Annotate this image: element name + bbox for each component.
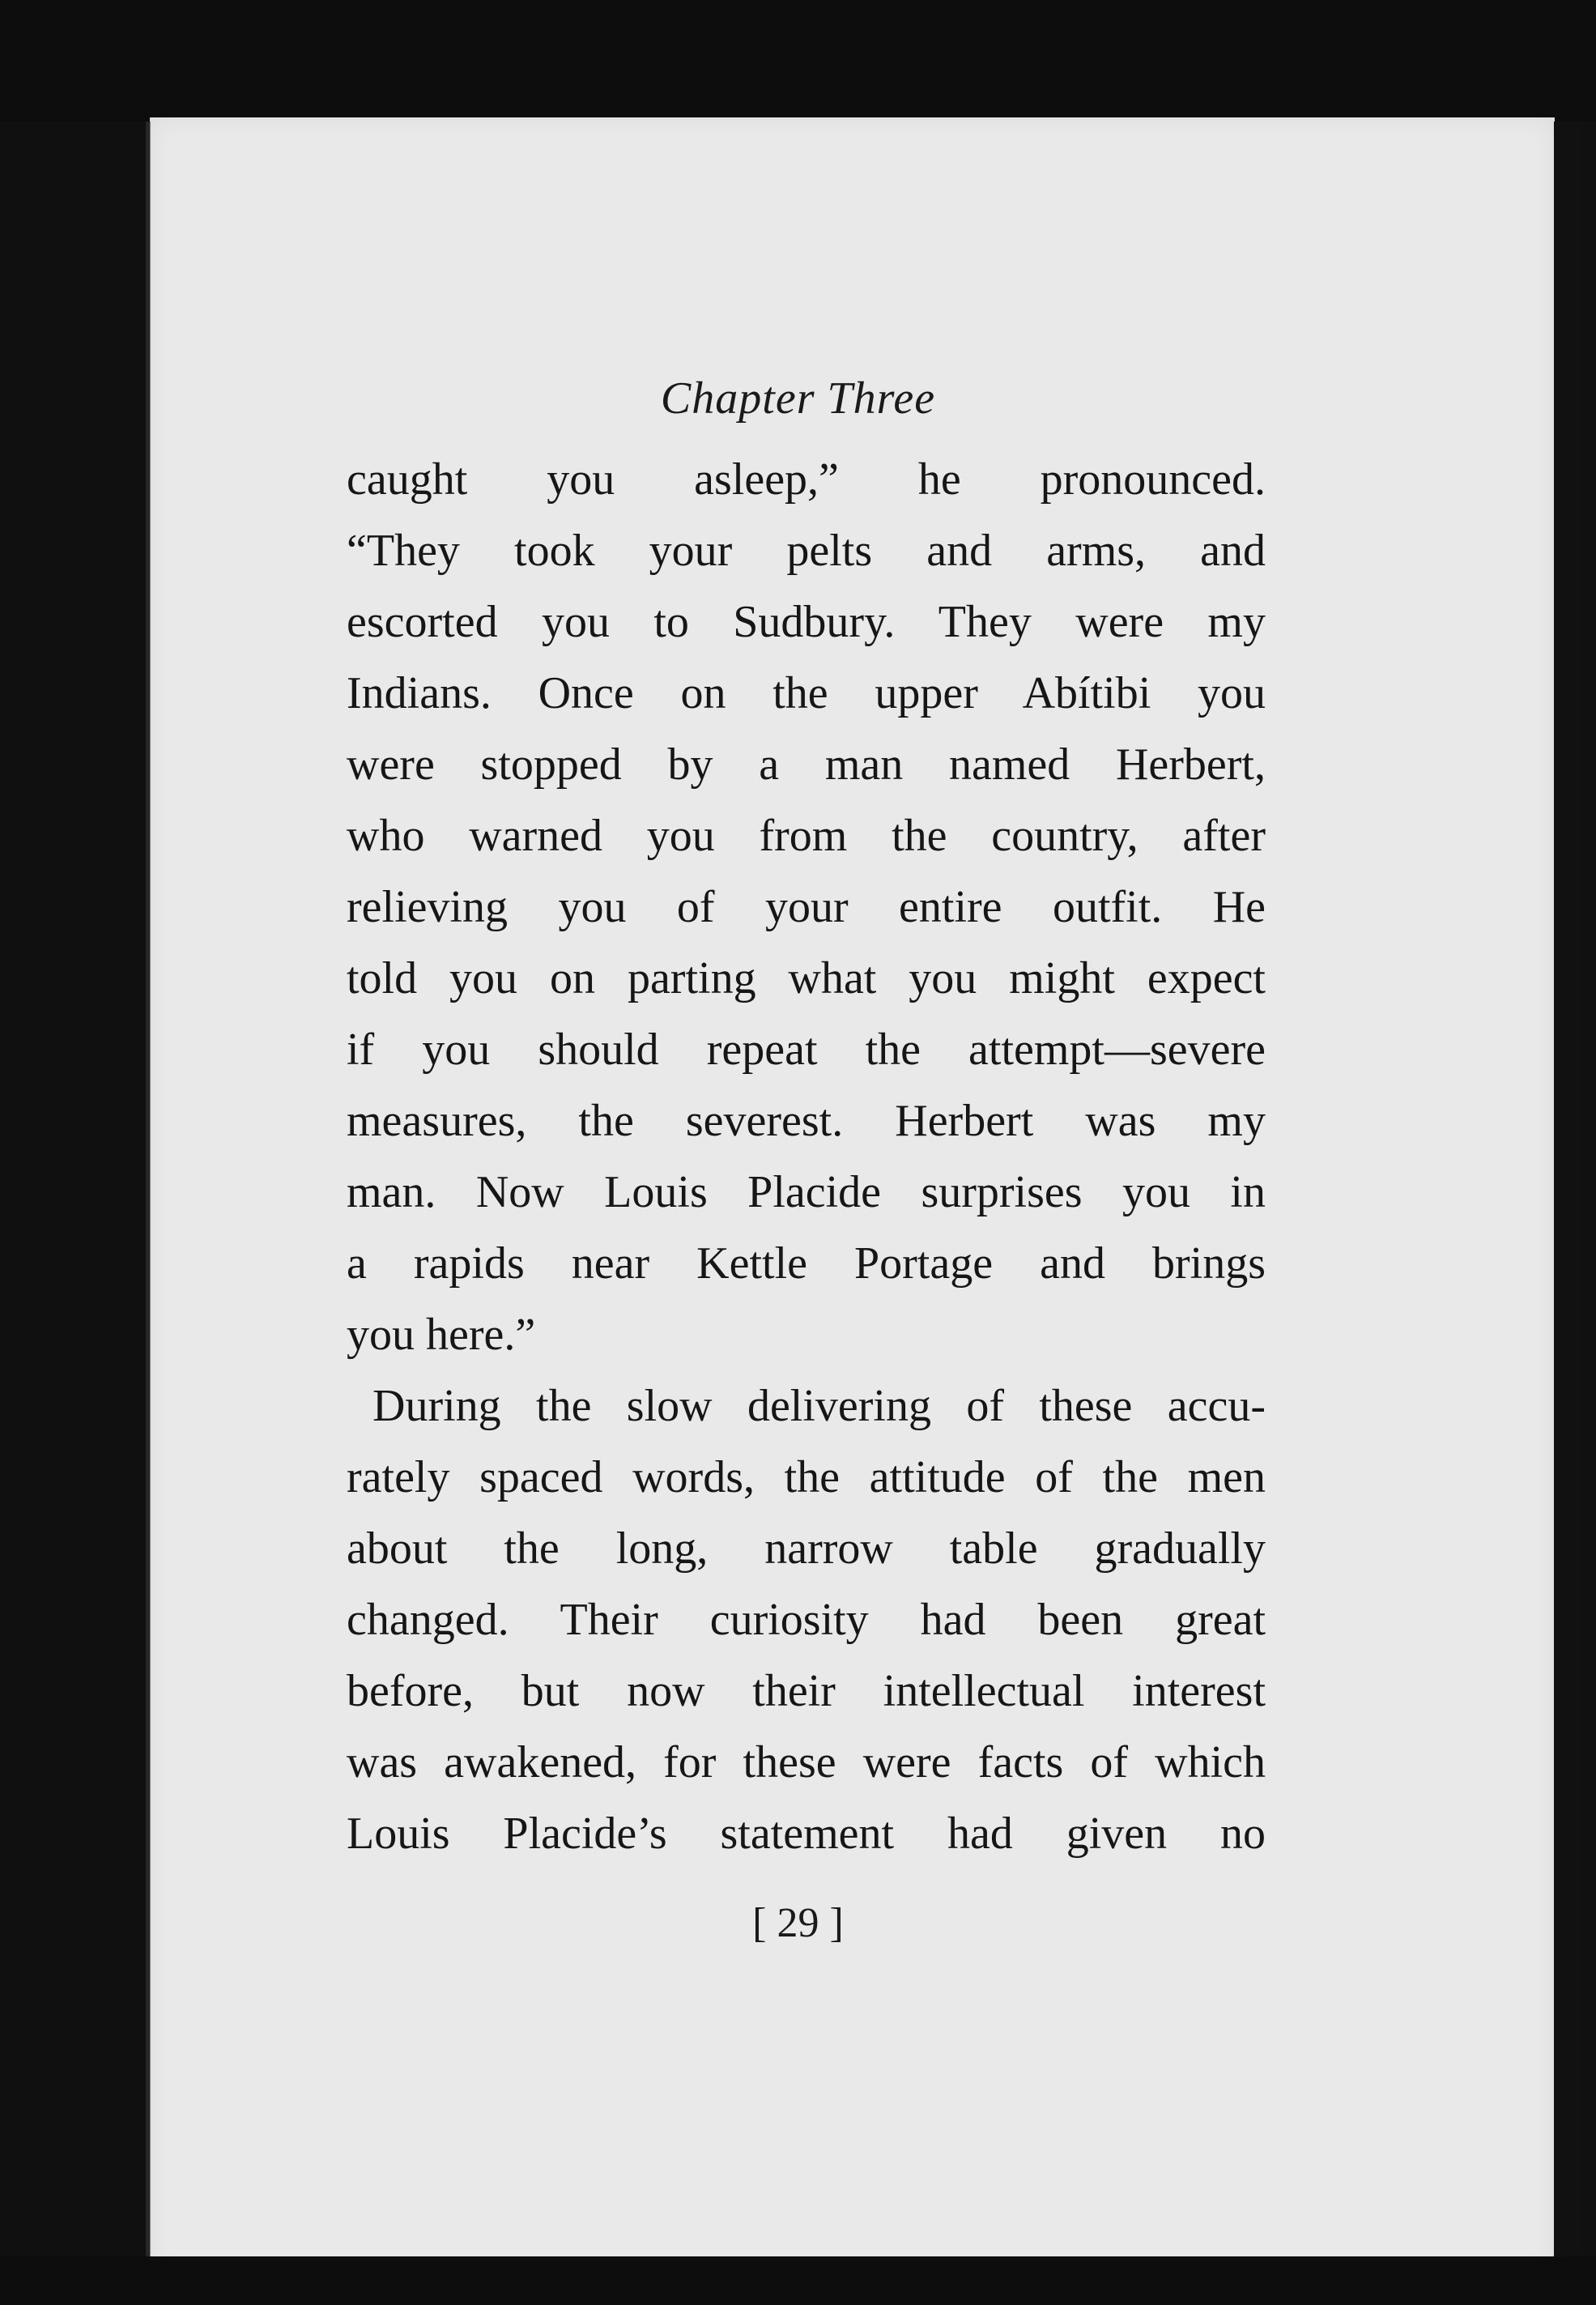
- scan-border-right: [1554, 121, 1580, 2300]
- text-line: before, but now their intellectual interest: [347, 1666, 1266, 1716]
- text-line: relieving you of your entire outfit. He: [347, 882, 1266, 932]
- text-line: were stopped by a man named Herbert,: [347, 739, 1266, 790]
- text-line: During the slow delivering of these accu-: [372, 1381, 1266, 1431]
- text-line: “They took your pelts and arms, and: [347, 526, 1266, 576]
- text-line: if you should repeat the attempt—severe: [347, 1025, 1266, 1075]
- text-line: escorted you to Sudbury. They were my: [347, 597, 1266, 647]
- running-header: Chapter Three: [660, 373, 936, 424]
- text-line: man. Now Louis Placide surprises you in: [347, 1167, 1266, 1217]
- text-line: told you on parting what you might expect: [347, 953, 1266, 1003]
- text-line: caught you asleep,” he pronounced.: [347, 454, 1266, 505]
- text-line: Louis Placide’s statement had given no: [347, 1809, 1266, 1859]
- page-number: [ 29 ]: [752, 1900, 844, 1946]
- text-line: was awakened, for these were facts of which: [347, 1737, 1266, 1787]
- scan-border-top: [0, 0, 1596, 121]
- text-line: rately spaced words, the attitude of the men: [347, 1452, 1266, 1502]
- text-line: who warned you from the country, after: [347, 811, 1266, 861]
- text-line: measures, the severest. Herbert was my: [347, 1096, 1266, 1146]
- text-line: Indians. Once on the upper Abítibi you: [347, 668, 1266, 718]
- scan-border-bottom: [0, 2256, 1596, 2305]
- text-line: you here.”: [347, 1310, 536, 1360]
- text-line: a rapids near Kettle Portage and brings: [347, 1238, 1266, 1289]
- text-line: changed. Their curiosity had been great: [347, 1595, 1266, 1645]
- body-text: [347, 444, 1266, 1869]
- text-line: about the long, narrow table gradually: [347, 1523, 1266, 1574]
